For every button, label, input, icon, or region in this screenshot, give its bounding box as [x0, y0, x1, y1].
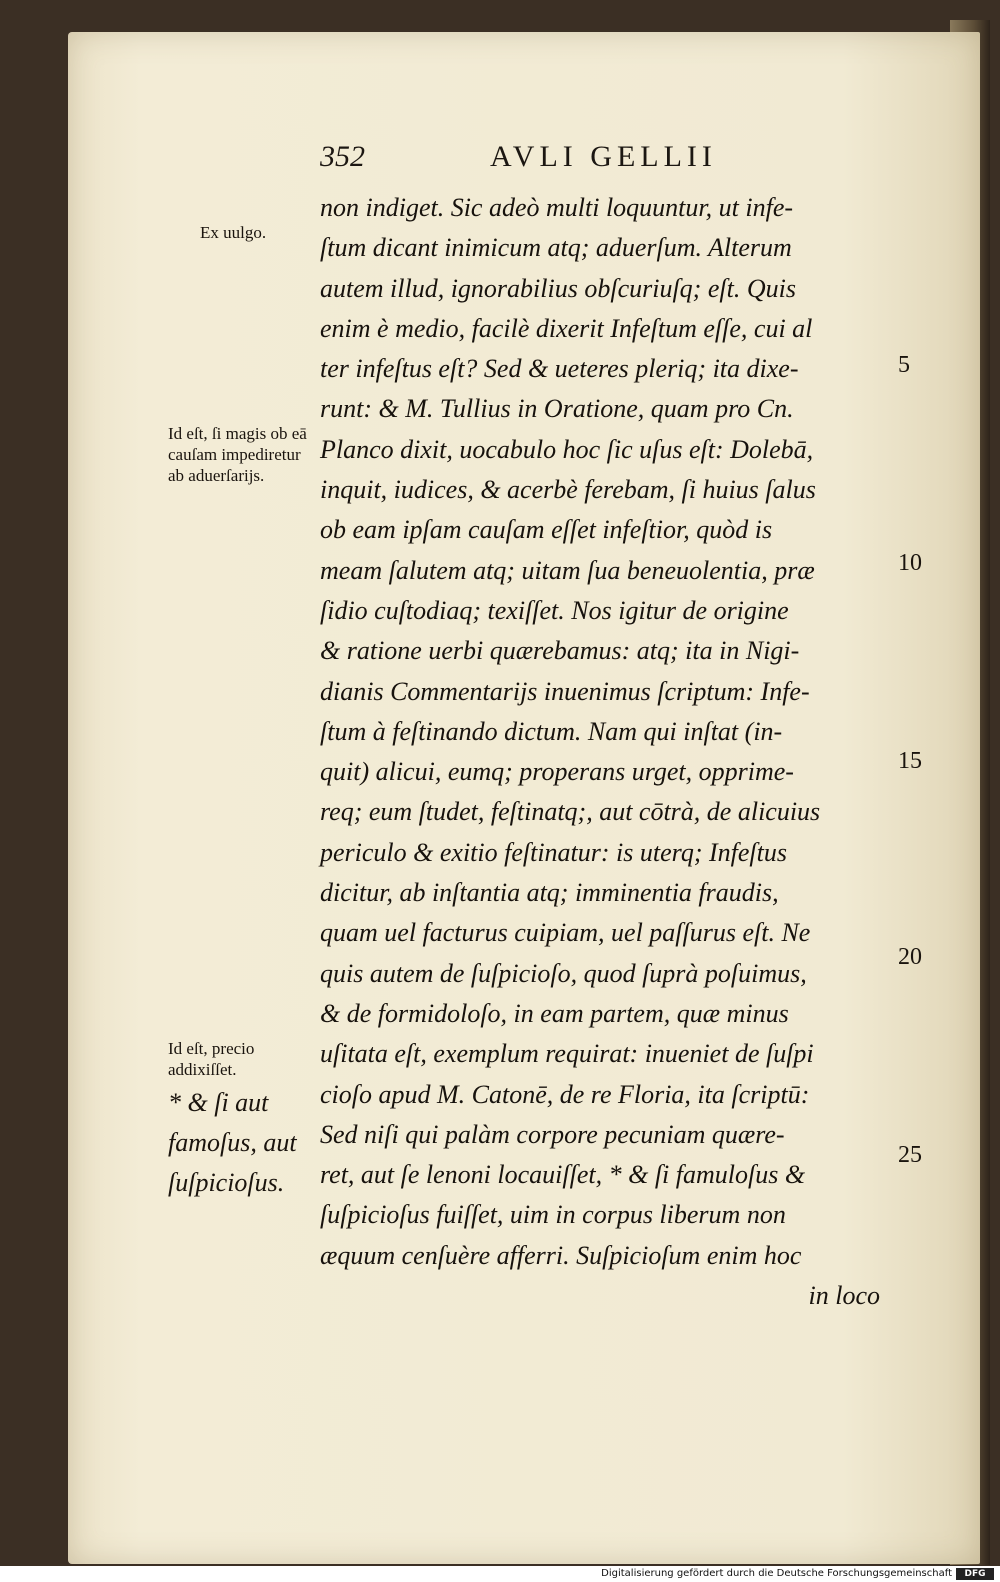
text-line: ob eam ipſam cauſam eſſet infeſtior, quòd is — [320, 515, 773, 545]
line-number-15: 15 — [898, 748, 922, 774]
page-number: 352 — [320, 140, 365, 173]
dfg-logo-icon: DFG — [956, 1568, 994, 1580]
text-line: quis autem de ſuſpicioſo, quod ſuprà poſuimus, — [320, 958, 807, 988]
text-line: meam ſalutem atq; uitam ſua beneuolentia, præ — [320, 555, 815, 585]
text-line: ter infeſtus eſt? Sed & ueteres pleriq; ita dixe- — [320, 354, 799, 384]
line-number-10: 10 — [898, 550, 922, 576]
running-head — [320, 140, 760, 180]
margin-note-id-est-si-magis: Id eſt, ſi magis ob eā cauſam impediretur ab aduerſarijs. — [168, 424, 307, 485]
text-line: ſtum dicant inimicum atq; aduerſum. Alterum — [320, 233, 792, 263]
line-number-25: 25 — [898, 1142, 922, 1168]
text-line: quit) alicui, eumq; properans urget, opprime- — [320, 757, 794, 787]
margin-note-id-est-precio: Id eſt, precio addixiſſet. — [168, 1039, 255, 1079]
margin-note-variant-reading: * & ſi aut famoſus, aut ſuſpicioſus. — [168, 1088, 297, 1197]
margin-note-ex-uulgo: Ex uulgo. — [200, 223, 267, 242]
text-line: runt: & M. Tullius in Oratione, quam pro Cn. — [320, 394, 794, 424]
main-text — [320, 188, 890, 1316]
running-title: AVLI GELLII — [490, 140, 717, 173]
line-number-5: 5 — [898, 352, 910, 378]
text-line: dianis Commentarijs inuenimus ſcriptum: Infe- — [320, 676, 810, 706]
text-line: ſidio cuſtodiaq; texiſſet. Nos igitur de origine — [320, 595, 789, 625]
text-line: cioſo apud M. Catonē, de re Floria, ita ſcriptū: — [320, 1079, 810, 1109]
text-line: & ratione uerbi quærebamus: atq; ita in Nigi- — [320, 636, 800, 666]
text-line: ret, aut ſe lenoni locauiſſet, * & ſi famuloſus & — [320, 1160, 806, 1190]
text-line: periculo & exitio feſtinatur: is uterq; Infeſtus — [320, 837, 787, 867]
funding-credit: Digitalisierung gefördert durch die Deutsche Forschungsgemeinschaft — [601, 1568, 952, 1579]
text-line: dicitur, ab inſtantia atq; imminentia fraudis, — [320, 878, 779, 908]
text-line: autem illud, ignorabilius obſcuriuſq; eſt. Quis — [320, 273, 796, 303]
text-line: ſuſpicioſus fuiſſet, uim in corpus liberum non — [320, 1200, 786, 1230]
text-line: non indiget. Sic adeò multi loquuntur, ut infe- — [320, 193, 794, 222]
text-line: Sed niſi qui palàm corpore pecuniam quære- — [320, 1119, 785, 1149]
catchword: in loco — [808, 1281, 880, 1311]
text-line: uſitata eſt, exemplum requirat: inueniet de ſuſpi — [320, 1039, 814, 1069]
text-line: ſtum à feſtinando dictum. Nam qui inſtat (in- — [320, 716, 783, 746]
footer-bar — [0, 1566, 1000, 1582]
text-line: æquum cenſuère afferri. Suſpicioſum enim hoc — [320, 1240, 802, 1270]
text-line: & de formidoloſo, in eam partem, quæ minus — [320, 998, 789, 1028]
text-line: enim è medio, facilè dixerit Infeſtum eſſe, cui al — [320, 313, 813, 343]
line-number-20: 20 — [898, 944, 922, 970]
text-line: quam uel facturus cuipiam, uel paſſurus eſt. Ne — [320, 918, 811, 948]
text-line: inquit, iudices, & acerbè ferebam, ſi huius ſalus — [320, 475, 816, 505]
text-line: req; eum ſtudet, feſtinatq;, aut cōtrà, de alicuius — [320, 797, 821, 827]
text-line: Planco dixit, uocabulo hoc ſic uſus eſt: Dolebā, — [320, 434, 814, 464]
